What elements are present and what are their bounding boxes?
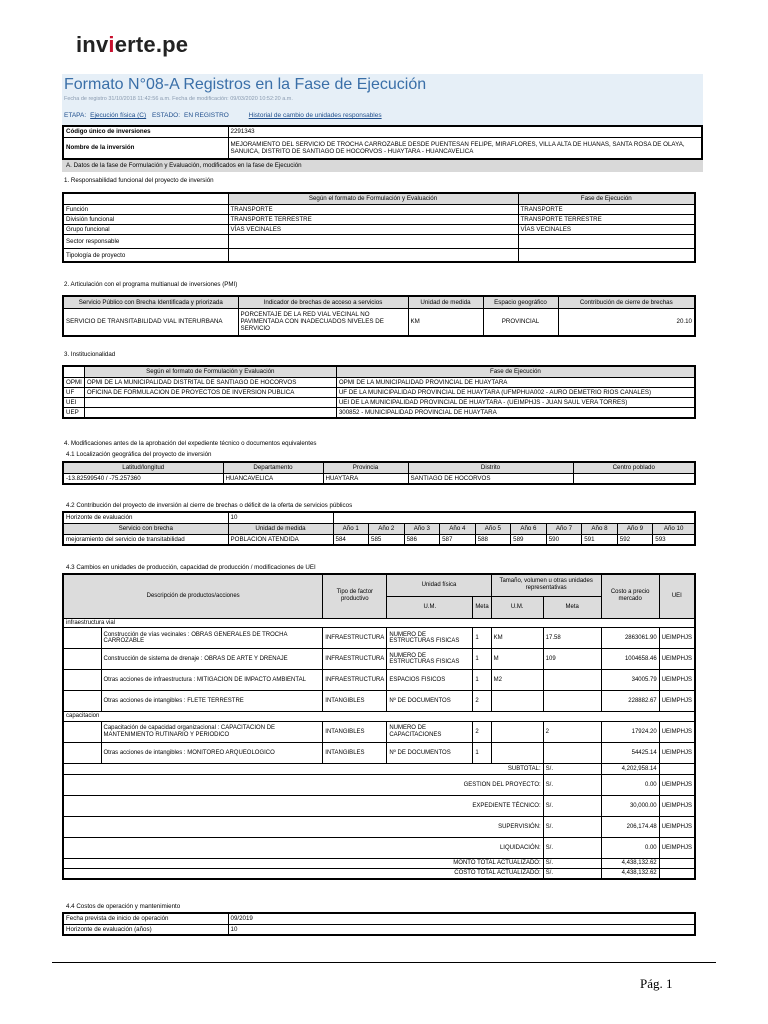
etapa-line: ETAPA: Ejecución física (C) ESTADO: EN REGISTRO Historial de cambio de unidades responsables: [64, 112, 382, 119]
general-table: Código único de inversiones 2291343 Nombre de la inversión MEJORAMIENTO DEL SERVICIO DE TROCHA CARROZABLE DESDE PUENTESAN FELIPE, MIRAFLORES, VILLA ALTA DE HUANAS, SANTA ROSA DE OLAYA, SANUICA, DISTRITO DE SANTIAGO DE HOCORVOS - HUAYTARA - HUANCAVELICA: [62, 125, 703, 160]
production-table: Descripción de productos/acciones Tipo de factor productivo Unidad física Tamaño, volumen u otras unidades representativas Costo a precio mercado UEI U.M. Meta U.M. Meta infraestructura vial Construcción de vías vecinales : OBRAS GENERALES DE TROCHA CARROZABLE INFRAESTRUCTURA NUMERO DE ESTRUCTURAS FISICAS 1 KM 17.58 2863061.90 UEIMPHJS Construcción de sistema de drenaje : OBRAS DE ARTE Y DRENAJE INFRAESTRUCTURA NUMERO DE ESTRUCTURAS FISICAS 1 M 109 1004658.46 UEIMPHJS Otras acciones de infraestructura : MITIGACION DE IMPACTO AMBIENTAL INFRAESTRUCTURA ESPACIOS FISICOS 1 M2 34005.79 UEIMPHJS Otras acciones de intangibles : FLETE TERRESTRE INTANGIBLES Nº DE DOCUMENTOS 2 228882.67 UEIMPHJS capacitacion Capacitación de capacidad organizacional : CAPACITACION DE MANTENIMIENTO RUTINARIO Y PERIODICO INTANGIBLES NUMERO DE CAPACITACIONES 2 2 17924.20 UEIMPHJS Otras acciones de intangibles : MONITOREO ARQUEOLOGICO INTANGIBLES Nº DE DOCUMENTOS 1 54425.14 UEIMPHJS SUBTOTAL: S/. 4,202,958.14 GESTION DEL PROYECTO: S/. 0.00 UEIMPHJS EXPEDIENTE TÉCNICO: S/. 30,000.00 UEIMPHJS SUPERVISIÓN: S/. 206,174.48 UEIMPHJS LIQUIDACIÓN: S/. 0.00 UEIMPHJS MONTO TOTAL ACTUALIZADO: S/. 4,438,132.62 COSTO TOTAL ACTUALIZADO: S/. 4,438,132.62: [62, 573, 696, 880]
total-row: LIQUIDACIÓN: S/. 0.00 UEIMPHJS: [63, 838, 695, 859]
total-row: COSTO TOTAL ACTUALIZADO: S/. 4,438,132.62: [63, 869, 695, 879]
operation-table: Fecha prevista de inicio de operación 09/2019 Horizonte de evaluación (años) 10: [62, 912, 696, 936]
historial-link[interactable]: Historial de cambio de unidades responsables: [248, 112, 382, 119]
table-row: Construcción de vías vecinales : OBRAS GENERALES DE TROCHA CARROZABLE INFRAESTRUCTURA NUMERO DE ESTRUCTURAS FISICAS 1 KM 17.58 2863061.90 UEIMPHJS: [63, 628, 695, 649]
table-row: Otras acciones de intangibles : MONITOREO ARQUEOLOGICO INTANGIBLES Nº DE DOCUMENTOS 1 54425.14 UEIMPHJS: [63, 743, 695, 764]
total-row: MONTO TOTAL ACTUALIZADO: S/. 4,438,132.62: [63, 859, 695, 869]
s41-title: 4.1 Localización geográfica del proyecto de inversión: [66, 451, 212, 458]
s1-table: Según el formato de Formulación y Evaluación Fase de Ejecución Función TRANSPORTE TRANSPORTE División funcional TRANSPORTE TERRESTRE TRANSPORTE TERRESTRE Grupo funcional VÍAS VECINALES VÍAS VECINALES Sector responsable Tipología de proyecto: [62, 192, 696, 263]
s1-title: 1. Responsabilidad funcional del proyecto de inversión: [64, 177, 214, 184]
brecha-table: Horizonte de evaluación 10 Servicio con brecha Unidad de medida Año 1 Año 2 Año 3 Año 4 Año 5 Año 6 Año 7 Año 8 Año 9 Año 10 mejoramiento del servicio de transitabilidad POBLACION ATENDIDA 584 585 586 587 588 589 590 591 592 593: [62, 511, 696, 546]
table-row: Construcción de sistema de drenaje : OBRAS DE ARTE Y DRENAJE INFRAESTRUCTURA NUMERO DE ESTRUCTURAS FISICAS 1 M 109 1004658.46 UEIMPHJS: [63, 649, 695, 670]
s42-title: 4.2 Contribución del proyecto de inversión al cierre de brechas o déficit de la oferta de servicios públicos: [66, 502, 353, 509]
total-row: GESTION DEL PROYECTO: S/. 0.00 UEIMPHJS: [63, 775, 695, 796]
s4-title: 4. Modificaciones antes de la aprobación del expediente técnico o documentos equivalentes: [64, 440, 317, 447]
footer-divider: [52, 962, 716, 963]
s2-title: 2. Articulación con el programa multianual de inversiones (PMI): [64, 281, 238, 288]
page-number: Pág. 1: [640, 976, 673, 991]
s3-table: Según el formato de Formulación y Evaluación Fase de Ejecución OPMI OPMI DE LA MUNICIPALIDAD DISTRITAL DE SANTIAGO DE HOCORVOS OPMI DE LA MUNICIPALIDAD PROVINCIAL DE HUAYTARA UF OFICINA DE FORMULACION DE PROYECTOS DE INVERSION PUBLICA UF DE LA MUNICIPALIDAD PROVINCIAL DE HUAYTARA (UFMPHUA002 - AURO DEMETRIO RIOS CANALES) UEI UEI DE LA MUNICIPALIDAD PROVINCIAL DE HUAYTARA - (UEIMPHJS - JUAN SAUL VERA TORRES) UEP 300852 - MUNICIPALIDAD PROVINCIAL DE HUAYTARA: [62, 365, 696, 419]
total-row: SUBTOTAL: S/. 4,202,958.14: [63, 764, 695, 775]
s2-table: Servicio Público con Brecha Identificada y priorizada Indicador de brechas de acceso a servicios Unidad de medida Espacio geográfico Contribución de cierre de brechas SERVICIO DE TRANSITABILIDAD VIAL INTERURBANA PORCENTAJE DE LA RED VIAL VECINAL NO PAVIMENTADA CON INADECUADOS NIVELES DE SERVICIO KM PROVINCIAL 20.10: [62, 295, 696, 337]
s3-title: 3. Institucionalidad: [64, 351, 116, 358]
table-row: Otras acciones de intangibles : FLETE TERRESTRE INTANGIBLES Nº DE DOCUMENTOS 2 228882.67 UEIMPHJS: [63, 691, 695, 712]
registration-dates: Fecha de registro 31/10/2018 11:42:56 a.m. Fecha de modificación: 09/03/2020 10:52:20 a.m.: [64, 96, 293, 102]
page-title: Formato N°08-A Registros en la Fase de Ejecución: [64, 76, 427, 93]
table-row: Otras acciones de infraestructura : MITIGACION DE IMPACTO AMBIENTAL INFRAESTRUCTURA ESPACIOS FISICOS 1 M2 34005.79 UEIMPHJS: [63, 670, 695, 691]
loc-table: Latitud/longitud Departamento Provincia Distrito Centro poblado -13.82599540 / -75.257360 HUANCAVELICA HUAYTARA SANTIAGO DE HOCORVOS: [62, 461, 696, 485]
invierte-logo: invierte.pe: [76, 32, 189, 57]
s43-title: 4.3 Cambios en unidades de producción, capacidad de producción / modificaciones de UEI: [66, 564, 316, 571]
table-row: Capacitación de capacidad organizacional : CAPACITACION DE MANTENIMIENTO RUTINARIO Y PERIODICO INTANGIBLES NUMERO DE CAPACITACIONES 2 2 17924.20 UEIMPHJS: [63, 722, 695, 743]
total-row: EXPEDIENTE TÉCNICO: S/. 30,000.00 UEIMPHJS: [63, 796, 695, 817]
s44-title: 4.4 Costos de operación y mantenimiento: [66, 903, 181, 910]
section-a-bar: A. Datos de la fase de Formulación y Evaluación, modificados en la fase de Ejecución: [62, 160, 703, 172]
total-row: SUPERVISIÓN: S/. 206,174.48 UEIMPHJS: [63, 817, 695, 838]
